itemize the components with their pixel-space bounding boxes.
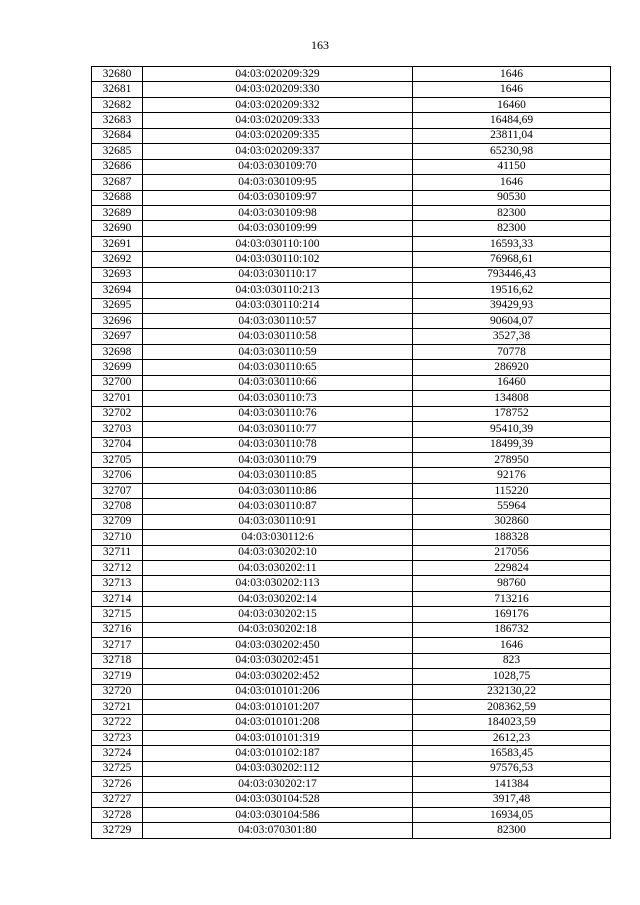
row-number-cell: 32709 [92,514,143,529]
table-row [92,329,611,344]
cadastral-number-cell: 04:03:030202:112 [143,761,413,776]
row-number-cell: 32688 [92,190,143,205]
row-number-cell: 32699 [92,360,143,375]
cadastral-value-cell: 2612,23 [413,730,611,745]
cadastral-value-cell: 90530 [413,190,611,205]
cadastral-number-cell: 04:03:010101:208 [143,715,413,730]
cadastral-value-cell: 82300 [413,823,611,838]
row-number-cell: 32708 [92,499,143,514]
cadastral-number-cell: 04:03:030202:10 [143,545,413,560]
table-row [92,638,611,653]
row-number-cell: 32684 [92,128,143,143]
row-number-cell: 32686 [92,159,143,174]
row-number-cell: 32700 [92,375,143,390]
table-row [92,792,611,807]
row-number-cell: 32721 [92,699,143,714]
cadastral-value-cell: 16484,69 [413,113,611,128]
row-number-cell: 32689 [92,205,143,220]
row-number-cell: 32726 [92,777,143,792]
table-row [92,576,611,591]
cadastral-number-cell: 04:03:030110:79 [143,452,413,467]
cadastral-value-cell: 184023,59 [413,715,611,730]
cadastral-number-cell: 04:03:030110:58 [143,329,413,344]
table-row [92,530,611,545]
cadastral-number-cell: 04:03:020209:337 [143,144,413,159]
table-row [92,236,611,251]
table-row [92,761,611,776]
cadastral-value-cell: 232130,22 [413,684,611,699]
table-row [92,159,611,174]
table-row [92,298,611,313]
cadastral-number-cell: 04:03:030202:15 [143,607,413,622]
cadastral-value-cell: 16460 [413,97,611,112]
cadastral-number-cell: 04:03:010101:207 [143,699,413,714]
table-row [92,190,611,205]
row-number-cell: 32712 [92,561,143,576]
cadastral-number-cell: 04:03:030110:73 [143,391,413,406]
cadastral-value-cell: 82300 [413,221,611,236]
cadastral-number-cell: 04:03:030109:99 [143,221,413,236]
table-row [92,452,611,467]
table-row [92,808,611,823]
table-row [92,375,611,390]
table-row [92,499,611,514]
cadastral-value-cell: 16593,33 [413,236,611,251]
cadastral-number-cell: 04:03:030112:6 [143,530,413,545]
table-row [92,622,611,637]
table-row [92,746,611,761]
cadastral-number-cell: 04:03:030104:528 [143,792,413,807]
cadastral-value-cell: 713216 [413,591,611,606]
row-number-cell: 32693 [92,267,143,282]
row-number-cell: 32722 [92,715,143,730]
cadastral-value-cell: 65230,98 [413,144,611,159]
table-row [92,715,611,730]
cadastral-value-cell: 134808 [413,391,611,406]
cadastral-number-cell: 04:03:030110:102 [143,252,413,267]
cadastral-number-cell: 04:03:030110:78 [143,437,413,452]
cadastral-number-cell: 04:03:030202:11 [143,561,413,576]
table-row [92,607,611,622]
row-number-cell: 32725 [92,761,143,776]
row-number-cell: 32706 [92,468,143,483]
table-row [92,406,611,421]
table-row [92,267,611,282]
table-row [92,360,611,375]
row-number-cell: 32690 [92,221,143,236]
row-number-cell: 32687 [92,175,143,190]
table-row [92,561,611,576]
table-row [92,777,611,792]
table-row [92,684,611,699]
cadastral-value-cell: 19516,62 [413,283,611,298]
row-number-cell: 32705 [92,452,143,467]
cadastral-number-cell: 04:03:030109:95 [143,175,413,190]
cadastral-value-cell: 55964 [413,499,611,514]
table-row [92,205,611,220]
cadastral-value-cell: 92176 [413,468,611,483]
cadastral-value-cell: 178752 [413,406,611,421]
cadastral-value-table [91,66,611,839]
cadastral-number-cell: 04:03:030110:85 [143,468,413,483]
cadastral-number-cell: 04:03:010102:187 [143,746,413,761]
table-row [92,699,611,714]
table-row [92,128,611,143]
row-number-cell: 32718 [92,653,143,668]
cadastral-value-cell: 186732 [413,622,611,637]
cadastral-value-cell: 229824 [413,561,611,576]
cadastral-number-cell: 04:03:030110:57 [143,314,413,329]
cadastral-value-cell: 217056 [413,545,611,560]
cadastral-value-cell: 1646 [413,67,611,82]
cadastral-number-cell: 04:03:030110:87 [143,499,413,514]
row-number-cell: 32682 [92,97,143,112]
cadastral-value-cell: 823 [413,653,611,668]
cadastral-value-cell: 169176 [413,607,611,622]
cadastral-number-cell: 04:03:020209:332 [143,97,413,112]
row-number-cell: 32729 [92,823,143,838]
cadastral-value-cell: 141384 [413,777,611,792]
table-row [92,113,611,128]
row-number-cell: 32720 [92,684,143,699]
cadastral-value-cell: 16583,45 [413,746,611,761]
row-number-cell: 32683 [92,113,143,128]
cadastral-value-cell: 3917,48 [413,792,611,807]
table-row [92,97,611,112]
row-number-cell: 32696 [92,314,143,329]
table-row [92,669,611,684]
table-row [92,67,611,82]
cadastral-number-cell: 04:03:020209:333 [143,113,413,128]
cadastral-value-cell: 1646 [413,82,611,97]
cadastral-number-cell: 04:03:030202:18 [143,622,413,637]
cadastral-number-cell: 04:03:030110:59 [143,344,413,359]
table-row [92,514,611,529]
row-number-cell: 32681 [92,82,143,97]
table-row [92,221,611,236]
table-row [92,283,611,298]
cadastral-number-cell: 04:03:030110:100 [143,236,413,251]
row-number-cell: 32711 [92,545,143,560]
cadastral-value-cell: 76968,61 [413,252,611,267]
cadastral-number-cell: 04:03:030110:77 [143,422,413,437]
table-row [92,730,611,745]
cadastral-value-cell: 208362,59 [413,699,611,714]
table-body [92,67,611,839]
cadastral-number-cell: 04:03:030110:17 [143,267,413,282]
cadastral-value-cell: 16934,05 [413,808,611,823]
cadastral-value-cell: 115220 [413,483,611,498]
table-row [92,314,611,329]
row-number-cell: 32710 [92,530,143,545]
cadastral-number-cell: 04:03:030110:66 [143,375,413,390]
row-number-cell: 32703 [92,422,143,437]
row-number-cell: 32719 [92,669,143,684]
row-number-cell: 32728 [92,808,143,823]
cadastral-value-cell: 1646 [413,638,611,653]
row-number-cell: 32692 [92,252,143,267]
row-number-cell: 32727 [92,792,143,807]
row-number-cell: 32691 [92,236,143,251]
table-row [92,344,611,359]
cadastral-number-cell: 04:03:020209:329 [143,67,413,82]
cadastral-number-cell: 04:03:030109:98 [143,205,413,220]
cadastral-value-cell: 70778 [413,344,611,359]
table-row [92,82,611,97]
row-number-cell: 32704 [92,437,143,452]
row-number-cell: 32723 [92,730,143,745]
cadastral-value-cell: 278950 [413,452,611,467]
row-number-cell: 32715 [92,607,143,622]
cadastral-number-cell: 04:03:030110:76 [143,406,413,421]
table-row [92,653,611,668]
row-number-cell: 32724 [92,746,143,761]
cadastral-value-cell: 793446,43 [413,267,611,282]
row-number-cell: 32697 [92,329,143,344]
table-row [92,252,611,267]
cadastral-value-cell: 95410,39 [413,422,611,437]
table-row [92,422,611,437]
cadastral-value-cell: 82300 [413,205,611,220]
table-row [92,175,611,190]
cadastral-value-cell: 97576,53 [413,761,611,776]
cadastral-number-cell: 04:03:010101:206 [143,684,413,699]
row-number-cell: 32702 [92,406,143,421]
row-number-cell: 32685 [92,144,143,159]
page-number: 163 [311,38,329,52]
cadastral-number-cell: 04:03:030109:70 [143,159,413,174]
table-row [92,823,611,838]
table-row [92,483,611,498]
cadastral-number-cell: 04:03:030202:14 [143,591,413,606]
row-number-cell: 32695 [92,298,143,313]
cadastral-value-cell: 41150 [413,159,611,174]
cadastral-number-cell: 04:03:070301:80 [143,823,413,838]
cadastral-value-cell: 18499,39 [413,437,611,452]
table-row [92,144,611,159]
cadastral-value-cell: 23811,04 [413,128,611,143]
row-number-cell: 32707 [92,483,143,498]
cadastral-number-cell: 04:03:030110:213 [143,283,413,298]
cadastral-value-cell: 286920 [413,360,611,375]
cadastral-number-cell: 04:03:030110:214 [143,298,413,313]
cadastral-number-cell: 04:03:030202:452 [143,669,413,684]
table-row [92,591,611,606]
table-row [92,545,611,560]
cadastral-value-cell: 39429,93 [413,298,611,313]
cadastral-number-cell: 04:03:030110:86 [143,483,413,498]
row-number-cell: 32680 [92,67,143,82]
row-number-cell: 32698 [92,344,143,359]
cadastral-number-cell: 04:03:030110:91 [143,514,413,529]
table-row [92,437,611,452]
cadastral-number-cell: 04:03:020209:330 [143,82,413,97]
cadastral-number-cell: 04:03:030202:451 [143,653,413,668]
cadastral-value-cell: 1028,75 [413,669,611,684]
cadastral-value-cell: 16460 [413,375,611,390]
cadastral-number-cell: 04:03:030104:586 [143,808,413,823]
cadastral-number-cell: 04:03:030202:450 [143,638,413,653]
row-number-cell: 32716 [92,622,143,637]
cadastral-number-cell: 04:03:030110:65 [143,360,413,375]
row-number-cell: 32701 [92,391,143,406]
cadastral-number-cell: 04:03:030109:97 [143,190,413,205]
cadastral-value-cell: 90604,07 [413,314,611,329]
row-number-cell: 32694 [92,283,143,298]
cadastral-value-cell: 1646 [413,175,611,190]
table-row [92,391,611,406]
cadastral-value-cell: 3527,38 [413,329,611,344]
row-number-cell: 32717 [92,638,143,653]
cadastral-number-cell: 04:03:030202:17 [143,777,413,792]
cadastral-number-cell: 04:03:020209:335 [143,128,413,143]
row-number-cell: 32713 [92,576,143,591]
cadastral-value-cell: 302860 [413,514,611,529]
cadastral-number-cell: 04:03:030202:113 [143,576,413,591]
row-number-cell: 32714 [92,591,143,606]
table-row [92,468,611,483]
cadastral-value-cell: 188328 [413,530,611,545]
cadastral-number-cell: 04:03:010101:319 [143,730,413,745]
cadastral-value-cell: 98760 [413,576,611,591]
